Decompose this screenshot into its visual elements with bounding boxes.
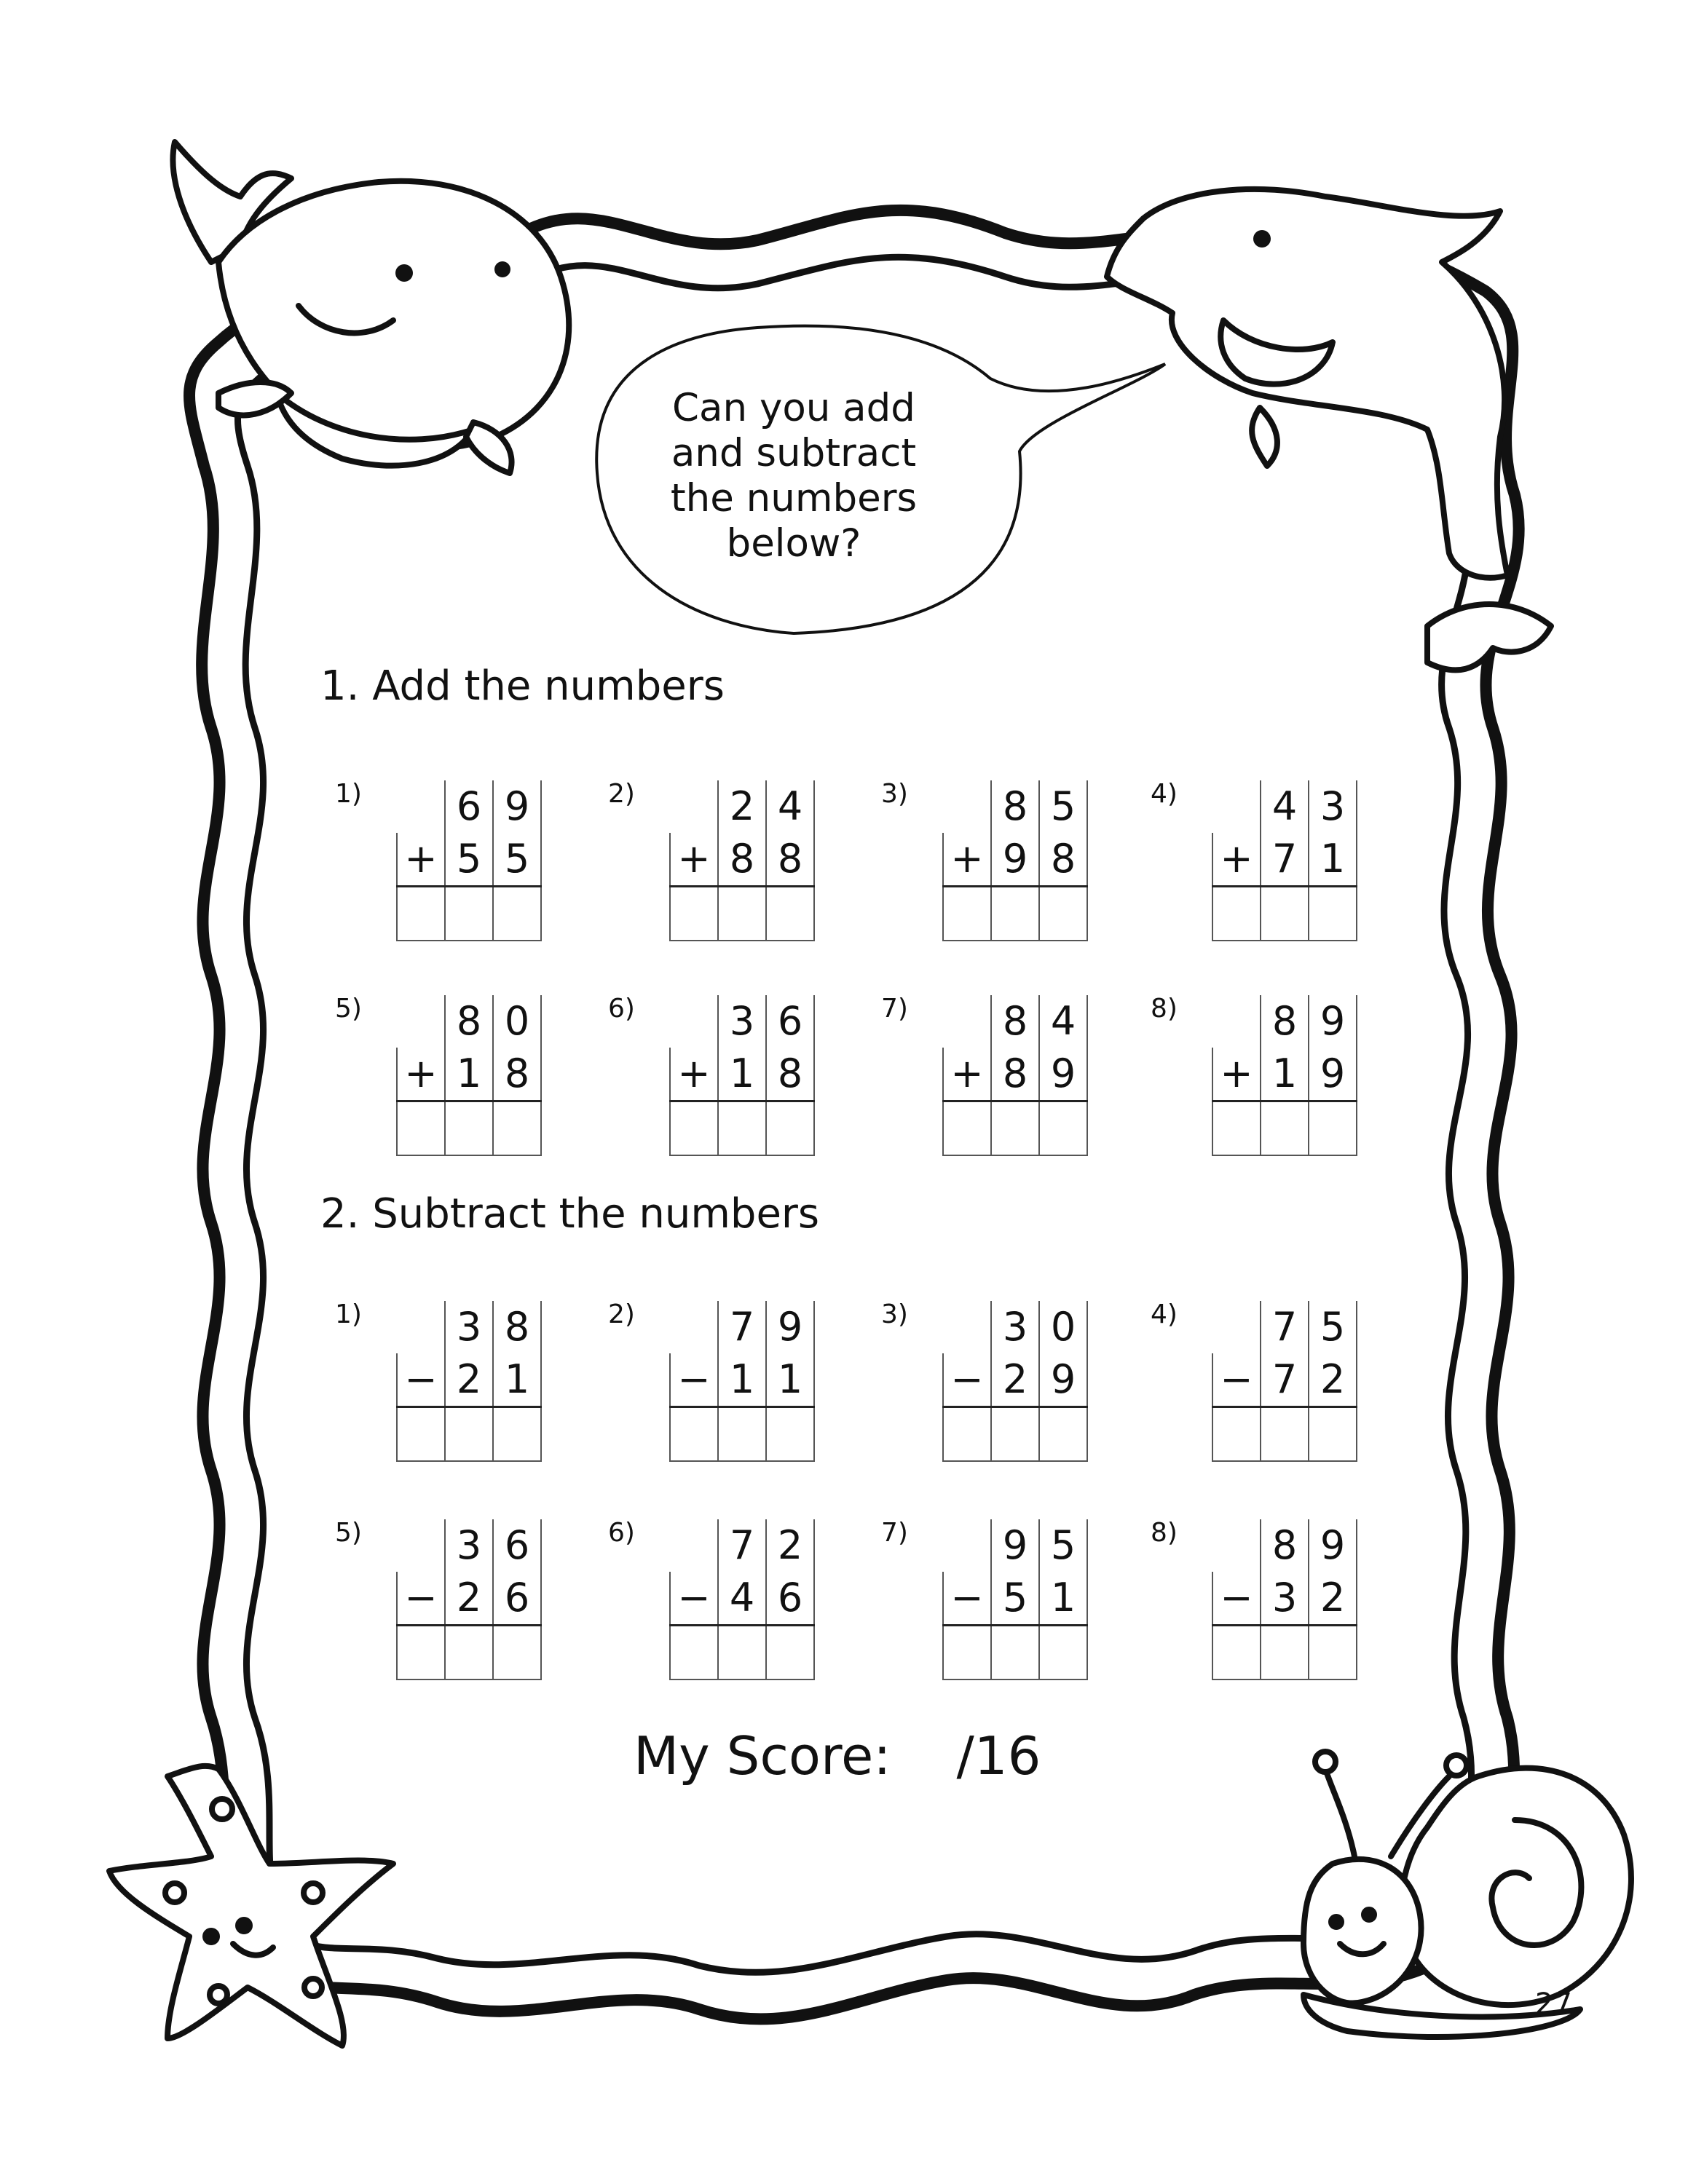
blank-cell: [397, 1519, 445, 1572]
answer-cell-ones[interactable]: [1309, 1407, 1357, 1462]
operator-sign: +: [943, 1048, 991, 1101]
whale-illustration: [173, 142, 569, 473]
problem-grid: [1212, 1301, 1357, 1462]
problem-number: 7): [881, 994, 908, 1024]
blank-cell: [397, 1301, 445, 1353]
top-ones-digit: 5: [1039, 1519, 1087, 1572]
answer-cell-ones[interactable]: [493, 1407, 541, 1462]
answer-cell-hundreds[interactable]: [943, 887, 991, 941]
top-ones-digit: 9: [1309, 995, 1357, 1048]
answer-cell-hundreds[interactable]: [1212, 1407, 1261, 1462]
answer-cell-hundreds[interactable]: [1212, 1101, 1261, 1156]
problem-grid: [669, 995, 815, 1156]
top-tens-digit: 8: [445, 995, 493, 1048]
top-tens-digit: 8: [991, 780, 1039, 833]
blank-cell: [670, 1301, 718, 1353]
top-tens-digit: 9: [991, 1519, 1039, 1572]
top-tens-digit: 3: [445, 1519, 493, 1572]
bottom-tens-digit: 3: [1261, 1572, 1309, 1626]
answer-cell-tens[interactable]: [445, 1407, 493, 1462]
top-tens-digit: 3: [991, 1301, 1039, 1353]
operator-sign: −: [397, 1572, 445, 1626]
bottom-tens-digit: 1: [445, 1048, 493, 1101]
blank-cell: [943, 1301, 991, 1353]
answer-cell-hundreds[interactable]: [943, 1626, 991, 1680]
answer-cell-hundreds[interactable]: [397, 1407, 445, 1462]
problem-number: 1): [335, 779, 362, 809]
top-ones-digit: 5: [1309, 1301, 1357, 1353]
answer-cell-ones[interactable]: [1039, 1101, 1087, 1156]
problem-grid: [1212, 995, 1357, 1156]
answer-cell-hundreds[interactable]: [397, 887, 445, 941]
answer-cell-tens[interactable]: [1261, 1101, 1309, 1156]
answer-cell-ones[interactable]: [1039, 1407, 1087, 1462]
section-title-add: 1. Add the numbers: [320, 662, 725, 710]
problem-number: 4): [1151, 1299, 1178, 1329]
top-ones-digit: 3: [1309, 780, 1357, 833]
answer-cell-tens[interactable]: [445, 1101, 493, 1156]
problem-number: 2): [608, 1299, 635, 1329]
bottom-ones-digit: 2: [1309, 1572, 1357, 1626]
bottom-ones-digit: 2: [1309, 1353, 1357, 1407]
answer-cell-hundreds[interactable]: [1212, 887, 1261, 941]
answer-cell-tens[interactable]: [445, 1626, 493, 1680]
problem-grid: [942, 995, 1088, 1156]
bottom-ones-digit: 1: [1309, 833, 1357, 887]
bottom-tens-digit: 9: [991, 833, 1039, 887]
section-title-subtract: 2. Subtract the numbers: [320, 1190, 820, 1238]
top-ones-digit: 8: [493, 1301, 541, 1353]
top-ones-digit: 6: [766, 995, 814, 1048]
problem-number: 3): [881, 779, 908, 809]
answer-cell-hundreds[interactable]: [397, 1101, 445, 1156]
problem-number: 5): [335, 994, 362, 1024]
problem-number: 7): [881, 1518, 908, 1548]
operator-sign: −: [943, 1353, 991, 1407]
answer-cell-hundreds[interactable]: [670, 1407, 718, 1462]
bottom-ones-digit: 6: [493, 1572, 541, 1626]
answer-cell-tens[interactable]: [718, 1626, 766, 1680]
operator-sign: −: [670, 1572, 718, 1626]
operator-sign: +: [670, 833, 718, 887]
answer-cell-ones[interactable]: [493, 887, 541, 941]
bottom-tens-digit: 4: [718, 1572, 766, 1626]
dolphin-illustration: [1107, 189, 1551, 670]
addition-problem-6: [608, 994, 899, 1168]
operator-sign: −: [943, 1572, 991, 1626]
problem-grid: [669, 1519, 815, 1680]
subtraction-problem-6: [608, 1518, 899, 1693]
blank-cell: [397, 995, 445, 1048]
score-line: [634, 1725, 1041, 1787]
blank-cell: [1212, 995, 1261, 1048]
answer-cell-ones[interactable]: [493, 1626, 541, 1680]
problem-grid: [396, 995, 542, 1156]
answer-cell-tens[interactable]: [1261, 887, 1309, 941]
operator-sign: +: [397, 1048, 445, 1101]
bottom-tens-digit: 5: [991, 1572, 1039, 1626]
speech-bubble-text: Can you add and subtract the numbers below?: [670, 386, 918, 566]
subtraction-problem-2: [608, 1299, 899, 1474]
answer-cell-ones[interactable]: [493, 1101, 541, 1156]
operator-sign: +: [1212, 833, 1261, 887]
answer-cell-tens[interactable]: [718, 887, 766, 941]
answer-cell-hundreds[interactable]: [670, 1626, 718, 1680]
score-label: My Score:: [634, 1725, 891, 1787]
problem-grid: [396, 780, 542, 941]
addition-problem-8: [1151, 994, 1442, 1168]
top-tens-digit: 7: [718, 1301, 766, 1353]
problem-number: 2): [608, 779, 635, 809]
top-tens-digit: 8: [991, 995, 1039, 1048]
top-tens-digit: 3: [718, 995, 766, 1048]
bottom-tens-digit: 5: [445, 833, 493, 887]
problem-number: 8): [1151, 1518, 1178, 1548]
top-ones-digit: 0: [493, 995, 541, 1048]
top-tens-digit: 4: [1261, 780, 1309, 833]
problem-grid: [1212, 1519, 1357, 1680]
answer-cell-ones[interactable]: [1039, 1626, 1087, 1680]
bottom-ones-digit: 6: [766, 1572, 814, 1626]
problem-number: 8): [1151, 994, 1178, 1024]
blank-cell: [1212, 780, 1261, 833]
answer-cell-hundreds[interactable]: [1212, 1626, 1261, 1680]
subtraction-problem-5: [335, 1518, 626, 1693]
top-ones-digit: 9: [1309, 1519, 1357, 1572]
top-ones-digit: 6: [493, 1519, 541, 1572]
answer-cell-ones[interactable]: [766, 1626, 814, 1680]
problem-grid: [396, 1301, 542, 1462]
answer-cell-hundreds[interactable]: [670, 1101, 718, 1156]
answer-cell-tens[interactable]: [991, 1101, 1039, 1156]
answer-cell-hundreds[interactable]: [397, 1626, 445, 1680]
addition-problem-2: [608, 779, 899, 954]
answer-cell-ones[interactable]: [1309, 1101, 1357, 1156]
bottom-tens-digit: 1: [1261, 1048, 1309, 1101]
score-value: /16: [956, 1725, 1041, 1787]
bottom-ones-digit: 9: [1039, 1048, 1087, 1101]
top-ones-digit: 4: [1039, 995, 1087, 1048]
bottom-ones-digit: 1: [766, 1353, 814, 1407]
answer-cell-ones[interactable]: [766, 1101, 814, 1156]
operator-sign: −: [397, 1353, 445, 1407]
top-tens-digit: 8: [1261, 995, 1309, 1048]
top-ones-digit: 4: [766, 780, 814, 833]
blank-cell: [943, 780, 991, 833]
subtraction-problem-7: [881, 1518, 1172, 1693]
top-ones-digit: 9: [493, 780, 541, 833]
addition-problem-3: [881, 779, 1172, 954]
top-tens-digit: 7: [718, 1519, 766, 1572]
bottom-ones-digit: 8: [766, 1048, 814, 1101]
bottom-ones-digit: 8: [1039, 833, 1087, 887]
problem-grid: [396, 1519, 542, 1680]
addition-problem-1: [335, 779, 626, 954]
bottom-ones-digit: 9: [1039, 1353, 1087, 1407]
operator-sign: +: [943, 833, 991, 887]
blank-cell: [1212, 1519, 1261, 1572]
subtraction-problem-3: [881, 1299, 1172, 1474]
blank-cell: [943, 995, 991, 1048]
bottom-tens-digit: 1: [718, 1048, 766, 1101]
problem-number: 1): [335, 1299, 362, 1329]
bottom-ones-digit: 8: [493, 1048, 541, 1101]
answer-cell-tens[interactable]: [1261, 1626, 1309, 1680]
operator-sign: +: [670, 1048, 718, 1101]
top-tens-digit: 3: [445, 1301, 493, 1353]
problem-number: 5): [335, 1518, 362, 1548]
addition-problem-7: [881, 994, 1172, 1168]
problem-number: 4): [1151, 779, 1178, 809]
answer-cell-ones[interactable]: [1039, 887, 1087, 941]
answer-cell-tens[interactable]: [445, 887, 493, 941]
answer-cell-tens[interactable]: [991, 1407, 1039, 1462]
bottom-ones-digit: 5: [493, 833, 541, 887]
answer-cell-tens[interactable]: [991, 1626, 1039, 1680]
problem-grid: [1212, 780, 1357, 941]
bottom-tens-digit: 8: [718, 833, 766, 887]
answer-cell-hundreds[interactable]: [943, 1407, 991, 1462]
blank-cell: [943, 1519, 991, 1572]
top-tens-digit: 6: [445, 780, 493, 833]
bottom-tens-digit: 8: [991, 1048, 1039, 1101]
bottom-tens-digit: 2: [445, 1353, 493, 1407]
operator-sign: −: [670, 1353, 718, 1407]
bottom-tens-digit: 1: [718, 1353, 766, 1407]
problem-number: 6): [608, 994, 635, 1024]
problem-grid: [942, 780, 1088, 941]
top-tens-digit: 7: [1261, 1301, 1309, 1353]
answer-cell-tens[interactable]: [718, 1101, 766, 1156]
top-ones-digit: 5: [1039, 780, 1087, 833]
operator-sign: −: [1212, 1572, 1261, 1626]
bottom-tens-digit: 2: [445, 1572, 493, 1626]
bottom-ones-digit: 1: [493, 1353, 541, 1407]
operator-sign: +: [397, 833, 445, 887]
top-tens-digit: 8: [1261, 1519, 1309, 1572]
blank-cell: [397, 780, 445, 833]
subtraction-problem-4: [1151, 1299, 1442, 1474]
bottom-tens-digit: 7: [1261, 833, 1309, 887]
answer-cell-ones[interactable]: [766, 887, 814, 941]
bottom-ones-digit: 1: [1039, 1572, 1087, 1626]
bottom-tens-digit: 7: [1261, 1353, 1309, 1407]
page-number: 27: [1535, 1987, 1572, 2021]
problem-number: 6): [608, 1518, 635, 1548]
answer-cell-ones[interactable]: [1309, 1626, 1357, 1680]
operator-sign: −: [1212, 1353, 1261, 1407]
answer-cell-ones[interactable]: [766, 1407, 814, 1462]
top-ones-digit: 9: [766, 1301, 814, 1353]
subtraction-problem-1: [335, 1299, 626, 1474]
blank-cell: [670, 1519, 718, 1572]
answer-cell-hundreds[interactable]: [670, 887, 718, 941]
answer-cell-tens[interactable]: [991, 887, 1039, 941]
snail-illustration: [1304, 1752, 1631, 2037]
answer-cell-hundreds[interactable]: [943, 1101, 991, 1156]
blank-cell: [670, 995, 718, 1048]
starfish-illustration: [109, 1766, 393, 2046]
problem-grid: [669, 1301, 815, 1462]
top-ones-digit: 0: [1039, 1301, 1087, 1353]
answer-cell-tens[interactable]: [1261, 1407, 1309, 1462]
bottom-ones-digit: 8: [766, 833, 814, 887]
bottom-ones-digit: 9: [1309, 1048, 1357, 1101]
blank-cell: [670, 780, 718, 833]
operator-sign: +: [1212, 1048, 1261, 1101]
addition-problem-4: [1151, 779, 1442, 954]
blank-cell: [1212, 1301, 1261, 1353]
problem-number: 3): [881, 1299, 908, 1329]
problem-grid: [669, 780, 815, 941]
answer-cell-tens[interactable]: [718, 1407, 766, 1462]
answer-cell-ones[interactable]: [1309, 887, 1357, 941]
problem-grid: [942, 1301, 1088, 1462]
top-ones-digit: 2: [766, 1519, 814, 1572]
addition-problem-5: [335, 994, 626, 1168]
top-tens-digit: 2: [718, 780, 766, 833]
subtraction-problem-8: [1151, 1518, 1442, 1693]
bottom-tens-digit: 2: [991, 1353, 1039, 1407]
problem-grid: [942, 1519, 1088, 1680]
